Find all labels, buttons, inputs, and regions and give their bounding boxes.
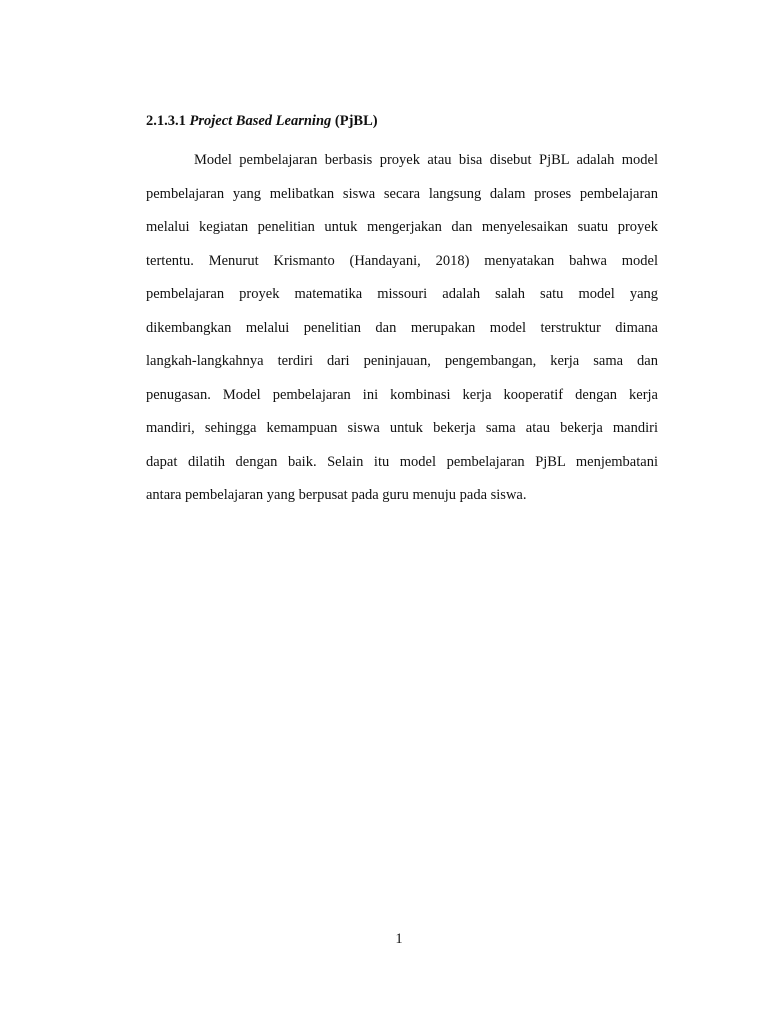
section-title-suffix: (PjBL) [334,113,378,129]
paragraph-line: pembelajaran proyek matematika missouri adalah salah satu model yang [146,286,658,302]
section-title-italic: Project Based Learning [189,113,332,129]
page-number: 1 [395,931,403,947]
paragraph-line: tertentu. Menurut Krismanto (Handayani, 2018) menyatakan bahwa model [146,252,658,269]
paragraph-line: Model pembelajaran berbasis proyek atau bisa disebut PjBL adalah model [194,152,658,168]
paragraph-line: melalui kegiatan penelitian untuk mengerjakan dan menyelesaikan suatu proyek [146,219,658,235]
body-paragraph [146,144,658,513]
paragraph-line: dapat dilatih dengan baik. Selain itu model pembelajaran PjBL menjembatani [146,453,658,470]
paragraph-line: antara pembelajaran yang berpusat pada guru menuju pada siswa. [146,487,527,503]
paragraph-line: mandiri, sehingga kemampuan siswa untuk bekerja sama atau bekerja mandiri [146,420,658,436]
section-number: 2.1.3.1 [146,113,186,129]
paragraph-line: penugasan. Model pembelajaran ini kombinasi kerja kooperatif dengan kerja [146,386,658,403]
paragraph-line: langkah-langkahnya terdiri dari peninjauan, pengembangan, kerja sama dan [146,353,658,369]
paragraph-line: pembelajaran yang melibatkan siswa secara langsung dalam proses pembelajaran [146,185,658,202]
paragraph-line: dikembangkan melalui penelitian dan merupakan model terstruktur dimana [146,319,658,336]
section-heading [146,112,666,130]
